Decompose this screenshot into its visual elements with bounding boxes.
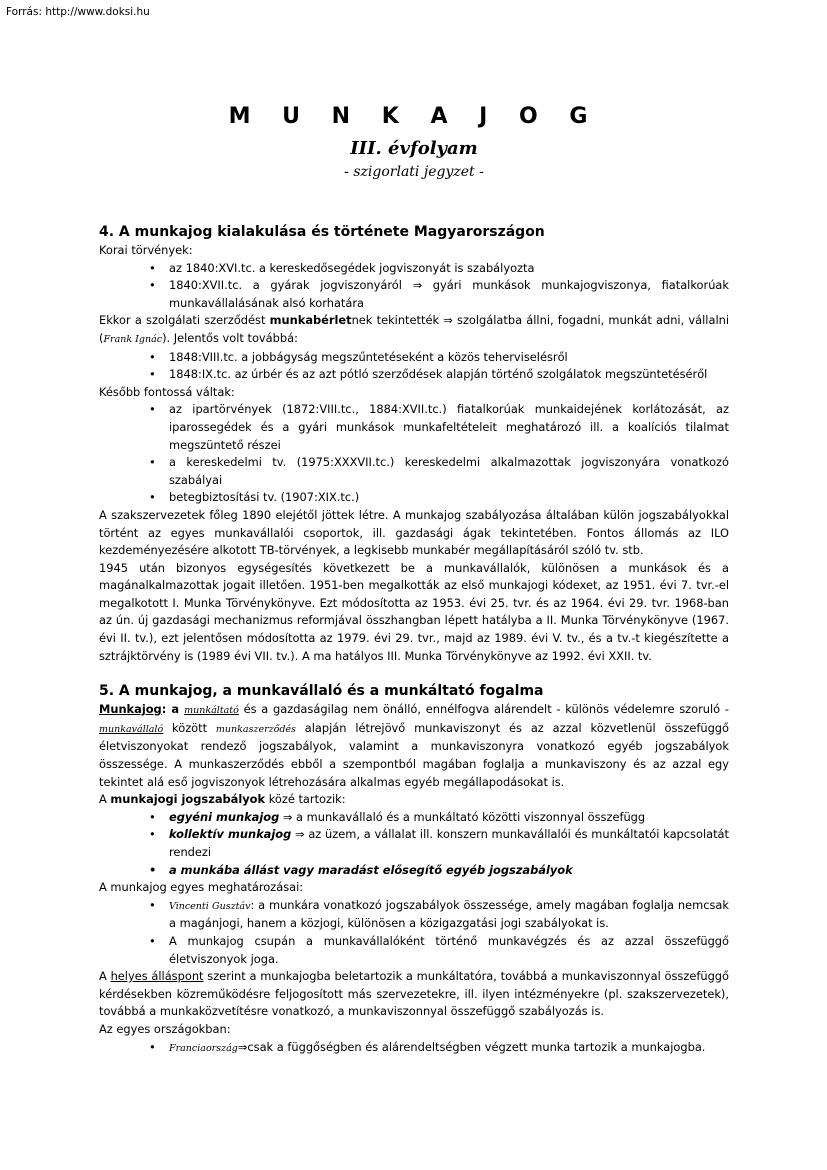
document-subtitle: III. évfolyam	[350, 138, 478, 159]
text: és a gazdaságilag nem önálló, ennélfogva alárendelt - különös védelemre szoruló -	[238, 702, 729, 717]
text: ⇒ az üzem, a vállalat ill. konszern munkavállalói és munkáltatói kapcsolatát rendezi	[169, 827, 730, 859]
paragraph	[99, 312, 729, 348]
bullet-list	[99, 260, 729, 313]
paragraph: A szakszervezetek főleg 1890 elejétől jöttek létre. A munkajog szabályozása általában külön jogszabályokkal történt az egyes munkavállalói csoportok, ill. gazdasági ágak tekintetében. Fontos állomás az ILO kezdeményezésére alkotott TB-törvények, a legkisebb munkabér megállapításáról szóló tv. stb.	[99, 507, 729, 558]
term-helyes-allaspont: helyes álláspont	[110, 969, 204, 984]
text: alapján létrejövő munkaviszonyt és az azzal közvetlenül összefüggő életviszonyokat rendező jogszabályok, valamint a munkaviszonyra vonatkozó egyéb jogszabályok összessége. A munkaszerződés ebből a szempontból magában foglalja a munkaviszony és az azzal egy tekintet alá eső jogviszonyok létrehozására alkalmas egyéb megállapodásokat is.	[99, 720, 729, 789]
text: nek tekintették ⇒ szolgálatba állni, fogadni, munkát adni, vállalni (	[99, 313, 730, 345]
paragraph	[99, 791, 729, 809]
paragraph	[99, 701, 729, 791]
term-munkaltato: munkáltató	[184, 705, 239, 717]
list-item: • a munkába állást vagy maradást elősegítő egyéb jogszabályok	[169, 862, 729, 880]
paragraph: Korai törvények:	[99, 243, 193, 257]
person-name: Frank Ignác	[103, 333, 163, 345]
text: ⇒csak a függőségben és alárendeltségben végzett munka tartozik a munkajogba.	[237, 1039, 706, 1054]
text: ⇒ a munkavállaló és a munkáltató közötti viszonnyal összefügg	[279, 809, 646, 824]
text: A	[99, 792, 111, 807]
text: : a	[161, 702, 185, 717]
paragraph	[99, 968, 729, 1021]
list-item: • 1848:VIII.tc. a jobbágyság megszűntetéseként a közös teherviselésről	[169, 349, 729, 367]
list-item: • a kereskedelmi tv. (1975:XXXVII.tc.) kereskedelmi alkalmazottak jogviszonyára vonatkozó szabályai	[169, 454, 729, 489]
source-line: Forrás: http://www.doksi.hu	[6, 6, 150, 18]
section-5-heading: 5. A munkajog, a munkavállaló és a munkáltató fogalma	[99, 683, 544, 700]
paragraph: Később fontossá váltak:	[99, 384, 235, 399]
paragraph: Az egyes országokban:	[99, 1021, 231, 1036]
text: A	[99, 969, 111, 984]
bullet-list	[99, 809, 729, 879]
text: ). Jelentős volt továbbá:	[162, 330, 298, 345]
term-munkajogi-jogszabalyok: munkajogi jogszabályok	[110, 792, 266, 807]
bullet-list	[99, 349, 729, 384]
bullet-list	[99, 401, 729, 507]
term-kollektiv-munkajog: kollektív munkajog	[169, 827, 292, 842]
text: szerint a munkajogba beletartozik a munkáltatóra, továbbá a munkaviszonnyal összefüggő kérdésekben közreműködésre feljogosított más szervezetekre, ill. ilyen intézményekre (pl. szakszervezetek), továbbá a munkaközvetítésre vonatkozó, a munkaviszonnyal összefüggő szabályozás is.	[99, 969, 730, 1019]
list-item	[169, 897, 729, 933]
term-munkaszerzodes: munkaszerződés	[215, 723, 296, 735]
list-item: • 1840:XVII.tc. a gyárak jogviszonyáról ⇒ gyári munkások munkajogviszonya, fiatalkorúak munkavállalásának alsó korhatára	[169, 277, 729, 312]
document-title: M U N K A J O G	[228, 104, 600, 129]
document-body	[99, 222, 729, 1057]
text: : a munkára vonatkozó jogszabályok összessége, amely magában foglalja nemcsak a magánjogi, hanem a közjogi, különösen a közigazgatási jogi szabályokat is.	[169, 897, 729, 931]
section-4-heading: 4. A munkajog kialakulása és története Magyarországon	[99, 224, 545, 240]
term-munkajog: Munkajog	[99, 702, 162, 717]
paragraph: A munkajog egyes meghatározásai:	[99, 880, 304, 895]
term-munkavallalo: munkavállaló	[99, 723, 164, 735]
bullet-list	[99, 1039, 729, 1058]
list-item: • az 1840:XVI.tc. a kereskedősegédek jogviszonyát is szabályozta	[169, 260, 729, 278]
list-item	[169, 826, 729, 861]
list-item: • A munkajog csupán a munkavállalóként történő munkavégzés és az azzal összefüggő életviszonyok joga.	[169, 933, 729, 968]
person-name: Vincenti Gusztáv	[169, 900, 251, 912]
text: között	[163, 720, 216, 735]
text: Ekkor a szolgálati szerződést	[99, 313, 270, 328]
list-item	[169, 1039, 729, 1058]
text: közé tartozik:	[265, 792, 346, 807]
list-item: • betegbiztosítási tv. (1907:XIX.tc.)	[169, 489, 729, 507]
document-note: - szigorlati jegyzet -	[344, 164, 484, 180]
bullet-list	[99, 897, 729, 968]
paragraph: 1945 után bizonyos egységesítés következett be a munkavállalók, különösen a munkások és a magánalkalmazottak jogait illetően. 1951-ben megalkották az első munkajogi kódexet, az 1951. évi 7. tvr.-el megalkotott I. Munka Törvénykönyve. Ezt módosította az 1953. évi 25. tvr. és az 1964. évi 29. tvr. 1968-ban az ún. új gazdasági mechanizmus reformjával összhangban lépett hatályba a II. Munka Törvénykönyve (1967. évi II. tv.), ezt jelentősen módosította az 1979. évi 29. tvr., majd az 1989. évi V. tv., és a tv.-t kiegészítette a sztrájktörvény is (1989 évi VII. tv.). A ma hatályos III. Munka Törvénykönyve az 1992. évi XXII. tv.	[99, 560, 729, 663]
term-munkaberlet: munkabérlet	[269, 313, 352, 328]
list-item: • 1848:IX.tc. az úrbér és az azt pótló szerződések alapján történő szolgálatok megszüntetéséről	[169, 366, 729, 384]
list-item	[169, 809, 729, 827]
country-name: Franciaország	[169, 1042, 238, 1054]
term-egyeni-munkajog: egyéni munkajog	[169, 809, 280, 824]
list-item: • az ipartörvények (1872:VIII.tc., 1884:XVII.tc.) fiatalkorúak munkaidejének korlátozását, az iparossegédek és a gyári munkások munkafeltételeit meghatározó ill. a koalíciós tilalmat megszüntető részei	[169, 401, 729, 454]
